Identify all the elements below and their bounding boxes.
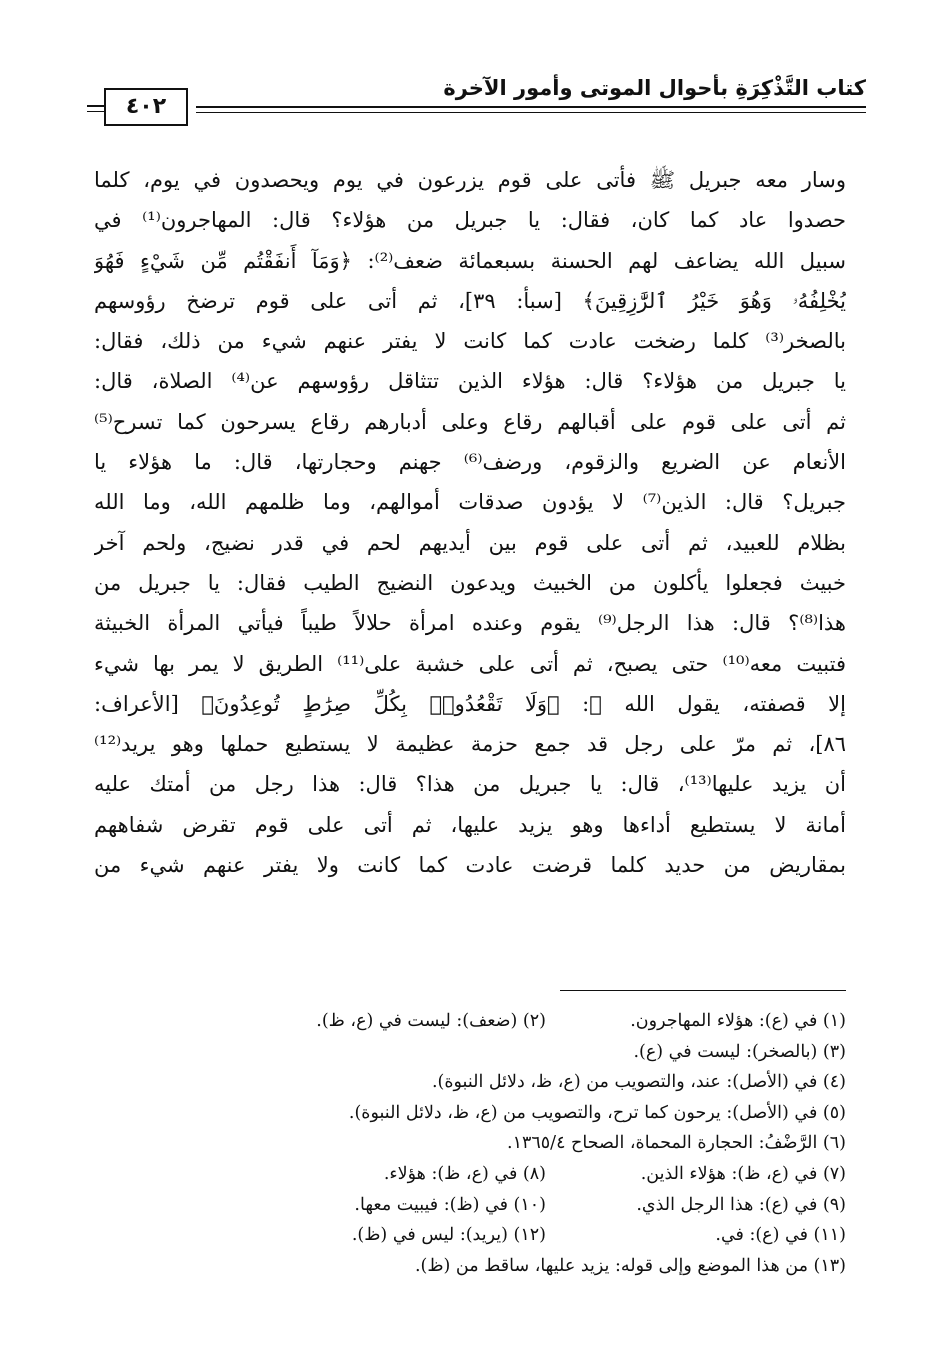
footnote: (٥) في (الأصل): يرحون كما ترح، والتصويب من (ع، ظ، دلائل النبوة). <box>348 1102 846 1123</box>
footnote: (١١) في (ع): في. <box>715 1225 846 1246</box>
footnote: (٨) في (ع، ظ): هؤلاء. <box>383 1163 546 1184</box>
text-line: الأنعام عن الضريع والزقوم، ورضف⁽⁶⁾ جهنم وحجارتها، قال: ما هؤلاء يا <box>94 450 846 475</box>
footnote: (١٣) من هذا الموضع وإلى قوله: يزيد عليها، ساقط من (ظ). <box>414 1255 846 1276</box>
text-line: بظلام للعبيد، ثم أتى على قوم بين أيديهم لحم في قدر نضيج، ولحم آخر <box>94 530 846 555</box>
footnote: (٤) في (الأصل): عند، والتصويب من (ع، ظ، دلائل النبوة). <box>431 1072 846 1093</box>
footnotes <box>94 1006 846 1281</box>
text-line: فتبيت معه⁽¹⁰⁾ حتى يصبح، ثم أتى على خشبة على⁽¹¹⁾ الطريق لا يمر بها شيء <box>94 651 846 676</box>
text-line: هذا⁽⁸⁾؟ قال: هذا الرجل⁽⁹⁾ يقوم وعنده امرأة حلالاً طيباً فيأتي المرأة الخبيثة <box>94 611 846 636</box>
text-line: بمقاريض من حديد كلما قرضت عادت كما كانت ولا يفتر عنهم شيء من <box>94 853 846 878</box>
footnote: (١) في (ع): هؤلاء المهاجرون. <box>630 1011 846 1031</box>
text-line: حصدوا عاد كما كان، فقال: يا جبريل من هؤلاء؟ قال: المهاجرون⁽¹⁾ في <box>94 208 846 233</box>
text-line: يا جبريل من هؤلاء؟ قال: هؤلاء الذين تتثاقل رؤوسهم عن⁽⁴⁾ الصلاة، قال: <box>94 369 846 394</box>
footnote-row <box>94 1128 846 1159</box>
footnote: (٢) (ضعف): ليست في (ع، ظ). <box>316 1011 546 1031</box>
text-line: وسار معه جبريل ﷺ فأتى على قوم يزرعون في يوم ويحصدون في يوم، كلما <box>94 168 846 192</box>
footnote: (٦) الرَّضْفُ: الحجارة المحماة، الصحاح ١٣٦٥/٤. <box>507 1133 846 1154</box>
text-line: أن يزيد عليها⁽¹³⁾، قال: يا جبريل من هذا؟ قال: هذا رجل من أمتك عليه <box>94 772 846 797</box>
footnote-row <box>94 1251 846 1282</box>
text-line: ٨٦]، ثم مرّ على رجل قد جمع حزمة عظيمة لا يستطيع حملها وهو يريد⁽¹²⁾ <box>94 732 846 757</box>
footnote-row <box>94 1006 846 1037</box>
text-line: ثم أتى على قوم على أقبالهم رقاع وعلى أدبارهم رقاع يسرحون كما تسرح⁽⁵⁾ <box>94 409 846 434</box>
footnote-separator <box>560 990 846 991</box>
text-line: أمانة لا يستطيع أداءها وهو يزيد عليها، ثم أتى على قوم تقرض شفاههم <box>94 812 846 837</box>
footnote: (١٠) في (ظ): فيبيت معها. <box>354 1194 546 1215</box>
footnote-row <box>94 1190 846 1221</box>
book-title: كتاب التَّذْكِرَةِ بأحوال الموتى وأمور الآخرة <box>443 76 866 100</box>
footnote: (١٢) (يريد): ليس في (ظ). <box>351 1225 546 1246</box>
footnote-row <box>94 1220 846 1251</box>
text-line: خبيث فجعلوا يأكلون من الخبيث ويدعون النضيج الطيب فقال: يا جبريل من <box>94 570 846 595</box>
footnote: (٧) في (ع، ظ): هؤلاء الذين. <box>640 1163 846 1184</box>
page-number: ٤٠٢ <box>104 88 188 126</box>
text-line: يُخْلِفُهُۥ وَهُوَ خَيْرُ ٱلرَّٰزِقِينَ﴾ [سبأ: ٣٩]، ثم أتى على قوم ترضخ رؤوسهم <box>94 288 846 313</box>
text-line: بالصخر⁽³⁾ كلما رضخت عادت كما كانت لا يفتر عنهم شيء من ذلك، فقال: <box>94 329 846 354</box>
footnote-row <box>94 1067 846 1098</box>
main-text <box>94 160 846 885</box>
text-line: سبيل الله يضاعف لهم الحسنة بسبعمائة ضعف⁽²⁾: ﴿وَمَآ أَنفَقْتُم مِّن شَيْءٍ فَهُوَ <box>94 248 846 273</box>
text-line: إلا قصفته، يقول الله ﷻ: ﴿وَلَا تَقْعُدُوا۟ بِكُلِّ صِرَٰطٍ تُوعِدُونَ﴾ [الأعراف: <box>94 691 846 716</box>
footnote-row <box>94 1159 846 1190</box>
footnote: (٣) (بالصخر): ليست في (ع). <box>633 1041 846 1062</box>
footnote-row <box>94 1037 846 1068</box>
page-header <box>86 74 866 124</box>
footnote: (٩) في (ع): هذا الرجل الذي. <box>636 1194 846 1215</box>
text-line: جبريل؟ قال: الذين⁽⁷⁾ لا يؤدون صدقات أموالهم، وما ظلمهم الله، وما الله <box>94 490 846 515</box>
footnote-row <box>94 1098 846 1129</box>
header-rule-thin <box>196 112 866 113</box>
header-rule <box>196 106 866 108</box>
